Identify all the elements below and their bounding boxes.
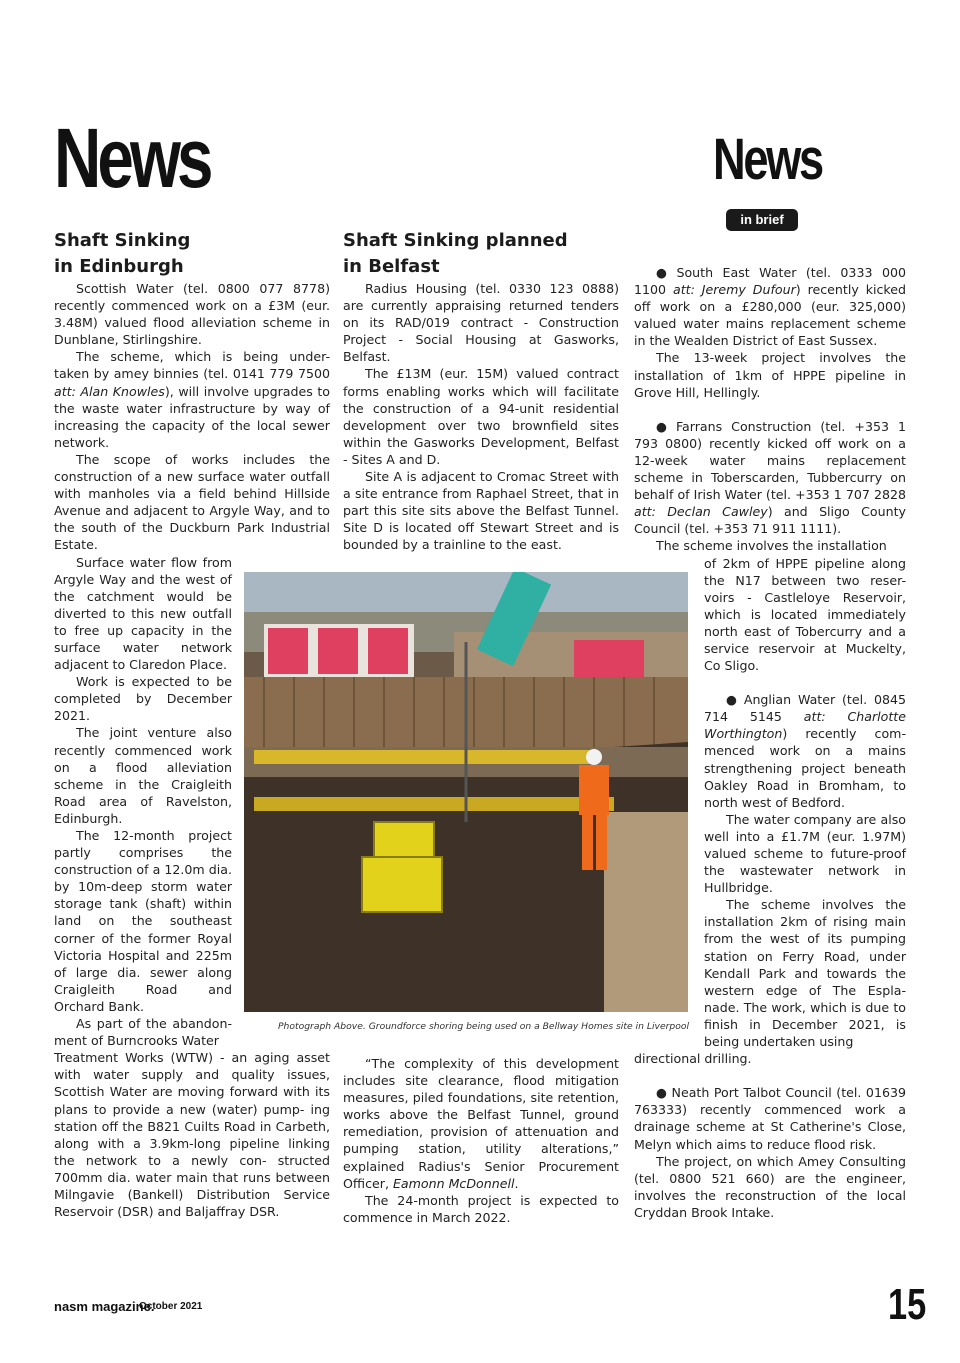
site-photograph <box>244 572 688 1012</box>
contact-name: att: Charlotte Worthington <box>704 709 906 742</box>
news-in-brief <box>634 264 906 1221</box>
paragraph: Surface water flow from Argyle Way and the west of the catchment would be diverted to this new outfall to free up capacity in the surface water network adjacent to Claredon Place. <box>54 554 232 673</box>
paragraph: Scottish Water (tel. 0800 077 8778) recently commenced work on a £3M (eur. 3.48M) valued flood alleviation scheme in Dunblane, Stirlingshire. <box>54 281 330 348</box>
page-title: News <box>54 111 210 205</box>
article-belfast <box>343 228 619 554</box>
brief-item-south-east-water: ● South East Water (tel. 0333 000 1100 att: Jeremy Dufour) recently kicked off work on a £280,000 (eur. 325,000) valued water mains replacement scheme in the Wealden District of East Sussex. <box>634 264 906 349</box>
shoring-photo-illustration <box>244 572 688 1012</box>
article-belfast-continued <box>343 1055 619 1226</box>
paragraph: Radius Housing (tel. 0330 123 0888) are currently appraising returned tenders on its RAD/019 contract - Construction Project - Social Housing at Gasworks, Belfast. <box>343 281 619 365</box>
paragraph: The £13M (eur. 15M) valued contract forms enabling works which will facilitate the construction of a 94-unit residential development over two brownfield sites within the Gasworks Development, Belfast - Sites A and D. <box>343 366 619 467</box>
paragraph: The scheme involves the installation <box>656 538 887 554</box>
paragraph: Work is expected to be completed by December 2021. <box>54 674 232 724</box>
paragraph: The scheme involves the installation 2km of rising main from the west of its pumping station on Ferry Road, under Kendall Park and towards the western edge of The Espla- nade. The work, which is due to finish in December 2021, is being undertaken using <box>704 897 906 1050</box>
brief-item-anglian-water: ● Anglian Water (tel. 0845 714 5145 att: Charlotte Worthington) recently com- menced work on a mains strengthening project beneath Oakley Road in Bromham, to north west of Bedford. <box>704 691 906 811</box>
paragraph: of 2km of HPPE pipeline along the N17 between two reser- voirs - Castleloye Reservoir, which is located immediately north east of Tobercurry and a service reservoir at Muckelty, Co Sligo. <box>704 555 906 674</box>
contact-name: att: Declan Cawley <box>634 504 768 520</box>
magazine-brand: nasm magazine. <box>54 1299 155 1314</box>
paragraph: The 12-month project partly comprises the construction of a 12.0m dia. by 10m-deep storm water storage tank (shaft) within land on the southeast corner of the former Royal Victoria Hospital and 225m of large dia. sewer along Craigleith Road and Orchard Bank. <box>54 828 232 1014</box>
contact-name: att: Alan Knowles <box>54 383 165 399</box>
paragraph: The project, on which Amey Consulting (tel. 0800 521 660) are the engineer, involves the reconstruction of the local Cryddan Brook Intake. <box>634 1153 906 1220</box>
brief-item-farrans: ● Farrans Construction (tel. +353 1 793 0800) recently kicked off work on a 12-week water mains replacement scheme in Toberscarden, Tubbercurry on behalf of Irish Water (tel. +353 1 707 2828 att: Declan Cawley) and Sligo County Council (tel. +353 71 911 1111). <box>634 418 906 538</box>
contact-name: Eamonn McDonnell <box>392 1175 515 1191</box>
paragraph: Site A is adjacent to Cromac Street with a site entrance from Raphael Street, that in part this site sits above the Belfast Tunnel. Site D is located off Stewart Street and is bounded by a trainline to the east. <box>343 469 619 553</box>
paragraph: The 24-month project is expected to commence in March 2022. <box>343 1192 619 1225</box>
paragraph: Treatment Works (WTW) - an aging asset with water supply and quality issues, Scottish Water are moving forward with its plans to provide a new (water) pump- ing station off the B821 Cuilts Road in Carbeth, along with a 3.9km-long pipeline linking the network to a newly con- structed 700mm dia. water main that runs between Milngavie (Bankell) Distribution Service Reservoir (DSR) and Baljaffray DSR. <box>54 1050 330 1220</box>
paragraph: The scope of works includes the construction of a new surface water outfall with manholes via a field behind Hillside Avenue and adjacent to Argyle Way, and to the south of the Duckburn Park Industrial Estate. <box>54 451 330 553</box>
paragraph: As part of the abandon- ment of Burncrooks Water <box>54 1016 232 1049</box>
paragraph: directional drilling. <box>634 1051 752 1067</box>
page-number: 15 <box>888 1280 927 1329</box>
in-brief-badge: in brief <box>726 209 798 231</box>
paragraph: The joint venture also recently commenced work on a flood alleviation scheme in the Craigleith Road area of Ravelston, Edinburgh. <box>54 725 232 826</box>
paragraph: The water company are also well into a £1.7M (eur. 1.97M) valued scheme to future-proof the wastewater network in Hullbridge. <box>704 811 906 896</box>
article-edinburgh-heading: Shaft Sinking in Edinburgh <box>54 230 191 277</box>
paragraph: The 13-week project involves the installation of 1km of HPPE pipeline in Grove Hill, Hellingly. <box>634 350 906 400</box>
section-title: News <box>713 127 822 192</box>
article-belfast-heading: Shaft Sinking planned in Belfast <box>343 230 568 277</box>
brief-item-neath-port-talbot: ● Neath Port Talbot Council (tel. 01639 763333) recently commenced work a drainage scheme at St Catherine's Close, Melyn which aims to reduce flood risk. <box>634 1084 906 1152</box>
photo-caption: Photograph Above. Groundforce shoring being used on a Bellway Homes site in Liverpool <box>278 1021 689 1032</box>
paragraph: “The complexity of this development includes site clearance, flood mitigation measures, piled foundations, site retention, works above the Belfast Tunnel, ground remediation, provision of attenuation and pumping station, utility alterations,” explained Radius's Senior Procurement Officer, Eamonn McDonnell. <box>343 1056 619 1191</box>
contact-name: att: Jeremy Dufour <box>672 282 796 298</box>
paragraph: The scheme, which is being under- taken by amey binnies (tel. 0141 779 7500 att: Alan Knowles), will involve upgrades to the waste water infrastructure by way of increasing the capacity of the local sewer network. <box>54 349 330 450</box>
issue-date: October 2021 <box>139 1301 203 1312</box>
